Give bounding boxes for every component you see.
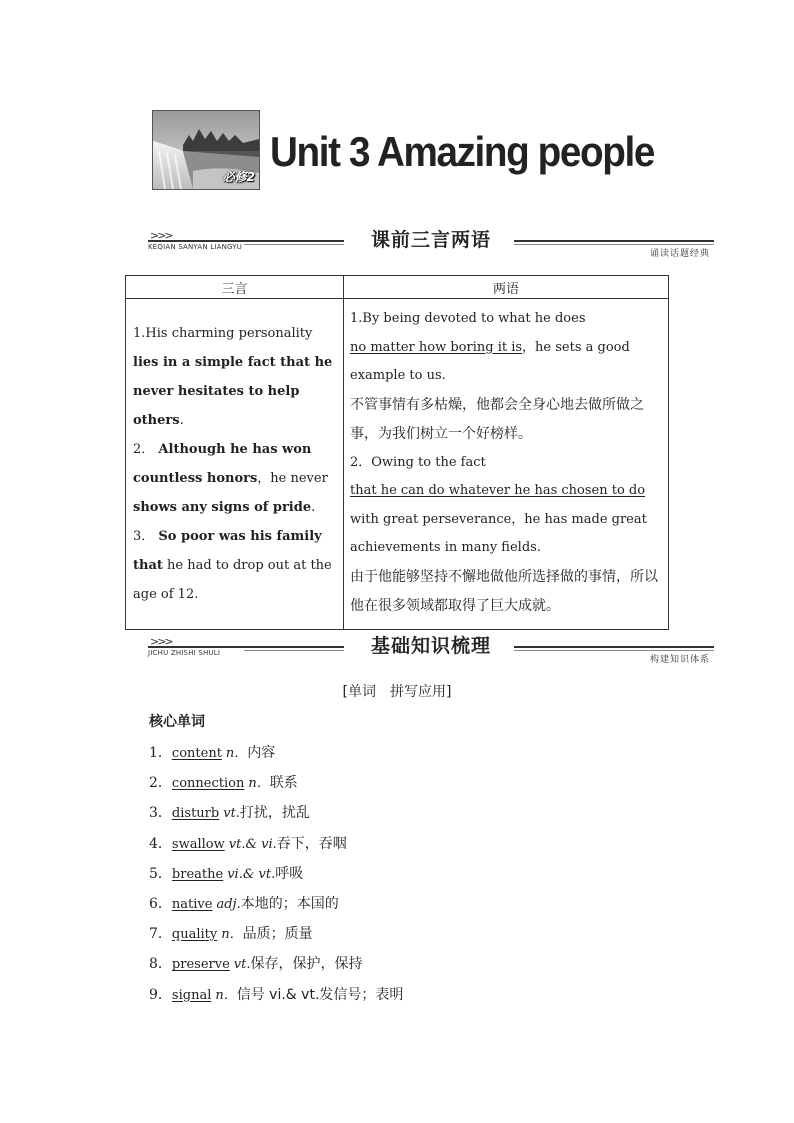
column-header-liangyu: 两语: [344, 276, 669, 299]
list-item: 8．preserve vt.保存，保护，保持: [149, 949, 403, 979]
vocab-answer: connection: [171, 776, 245, 792]
sanyan-sentence-1: 1.His charming personality lies in a simple fact that he never hesitates to help others.: [133, 325, 333, 428]
vocab-answer: swallow: [171, 836, 225, 852]
liangyu-cell: [344, 299, 669, 630]
vocab-answer: breathe: [171, 866, 224, 882]
unit-cover-image: [152, 110, 260, 190]
list-item: 7．quality n．品质；质量: [149, 919, 403, 949]
vocab-answer: native: [171, 896, 213, 912]
unit-title: Unit 3 Amazing people: [270, 128, 654, 175]
section-pinyin: KEQIAN SANYAN LIANGYU: [148, 243, 243, 251]
list-item: 4．swallow vt.& vi.吞下，吞咽: [149, 829, 403, 859]
section-banner-preview: [148, 225, 714, 259]
vocab-list: [149, 738, 403, 1010]
section-pinyin: JICHU ZHISHI SHULI: [148, 649, 221, 657]
vocab-answer: disturb: [171, 806, 220, 822]
list-item: 5．breathe vi.& vt.呼吸: [149, 859, 403, 889]
section-banner-basics: [148, 631, 714, 665]
table-header-row: [126, 276, 669, 299]
list-item: 9．signal n．信号 vi.& vt.发信号；表明: [149, 980, 403, 1010]
column-header-sanyan: 三言: [126, 276, 344, 299]
vocab-answer: preserve: [171, 957, 230, 973]
section-title: 基础知识梳理: [348, 631, 514, 658]
list-item: 6．native adj.本地的；本国的: [149, 889, 403, 919]
table-row: [126, 299, 669, 630]
list-item: 2．connection n．联系: [149, 768, 403, 798]
liangyu-sentence-2: 2．Owing to the fact that he can do whatever he has chosen to do with great perseverance，he has made great achievements in many fields.: [350, 454, 647, 555]
phrase-table: [125, 275, 669, 630]
list-item: 1．content n．内容: [149, 738, 403, 768]
list-item: 3．disturb vt.打扰，扰乱: [149, 798, 403, 828]
sanyan-cell: [126, 299, 344, 630]
vocab-answer: content: [171, 746, 222, 761]
chevron-right-icon: >>>: [150, 229, 172, 242]
sanyan-sentence-2: 2． Although he has won countless honors，he never shows any signs of pride.: [133, 441, 328, 515]
vocab-subheading: [单词 拼写应用]: [342, 684, 452, 700]
sanyan-sentence-3: 3． So poor was his family that he had to drop out at the age of 12.: [133, 528, 332, 602]
liangyu-sentence-1: 1.By being devoted to what he does no matter how boring it is，he sets a good example to us.: [350, 311, 630, 383]
liangyu-translation-1: 不管事情有多枯燥，他都会全身心地去做所做之事，为我们树立一个好榜样。: [350, 396, 644, 442]
core-words-heading: 核心单词: [149, 714, 205, 730]
section-subtitle: 构建知识体系: [649, 655, 710, 665]
section-subtitle: 诵读话题经典: [649, 249, 710, 259]
textbook-volume-tag: 必修2: [222, 170, 255, 184]
liangyu-translation-2: 由于他能够坚持不懈地做他所选择做的事情，所以他在很多领域都取得了巨大成就。: [350, 568, 658, 614]
chevron-right-icon: >>>: [150, 635, 172, 648]
vocab-answer: quality: [171, 927, 218, 943]
section-title: 课前三言两语: [348, 225, 514, 252]
vocab-answer: signal: [171, 987, 212, 1003]
